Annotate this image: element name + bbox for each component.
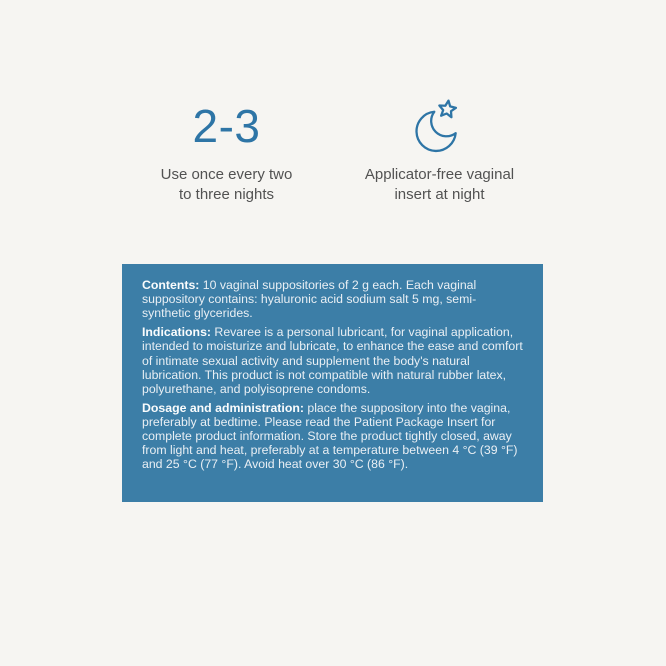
night-caption-line2: insert at night bbox=[394, 186, 485, 203]
indications-paragraph bbox=[142, 325, 523, 396]
contents-text: 10 vaginal suppositories of 2 g each. Each vaginal suppository contains: hyaluronic acid sodium salt 5 mg, semi-synthetic glycerides. bbox=[142, 278, 477, 321]
frequency-icon-area bbox=[120, 97, 333, 155]
indications-text: Revaree is a personal lubricant, for vaginal application, intended to moisturize and lubricate, to enhance the ease and comfort of intimate sexual activity and supplement the body's natural lubrication. This product is not compatible with natural rubber latex, polyurethane, and polyisoprene condoms. bbox=[142, 325, 523, 396]
contents-label: Contents: bbox=[142, 278, 200, 292]
indications-label: Indications: bbox=[142, 325, 212, 340]
frequency-caption bbox=[120, 165, 333, 205]
night-caption bbox=[333, 165, 546, 205]
features-row bbox=[120, 97, 546, 205]
night-caption-line1: Applicator-free vaginal bbox=[364, 166, 515, 183]
frequency-value: 2-3 bbox=[192, 100, 261, 152]
night-icon-area bbox=[333, 97, 546, 155]
moon-star-icon bbox=[415, 99, 465, 153]
feature-night-insert bbox=[333, 97, 546, 205]
frequency-caption-line1: Use once every two bbox=[160, 166, 293, 183]
dosage-label: Dosage and administration: bbox=[142, 400, 304, 415]
feature-frequency bbox=[120, 97, 333, 205]
dosage-text: place the suppository into the vagina, preferably at bedtime. Please read the Patient Package Insert for complete product information. Store the product tightly closed, away from light and heat, preferably at a temperature between 4 °C (39 °F) and 25 °C (77 °F). Avoid heat over 30 °C (86 °F). bbox=[142, 400, 518, 472]
dosage-paragraph bbox=[142, 401, 523, 472]
frequency-caption-line2: to three nights bbox=[178, 186, 275, 203]
product-info-box bbox=[122, 264, 543, 502]
contents-paragraph bbox=[142, 278, 523, 321]
